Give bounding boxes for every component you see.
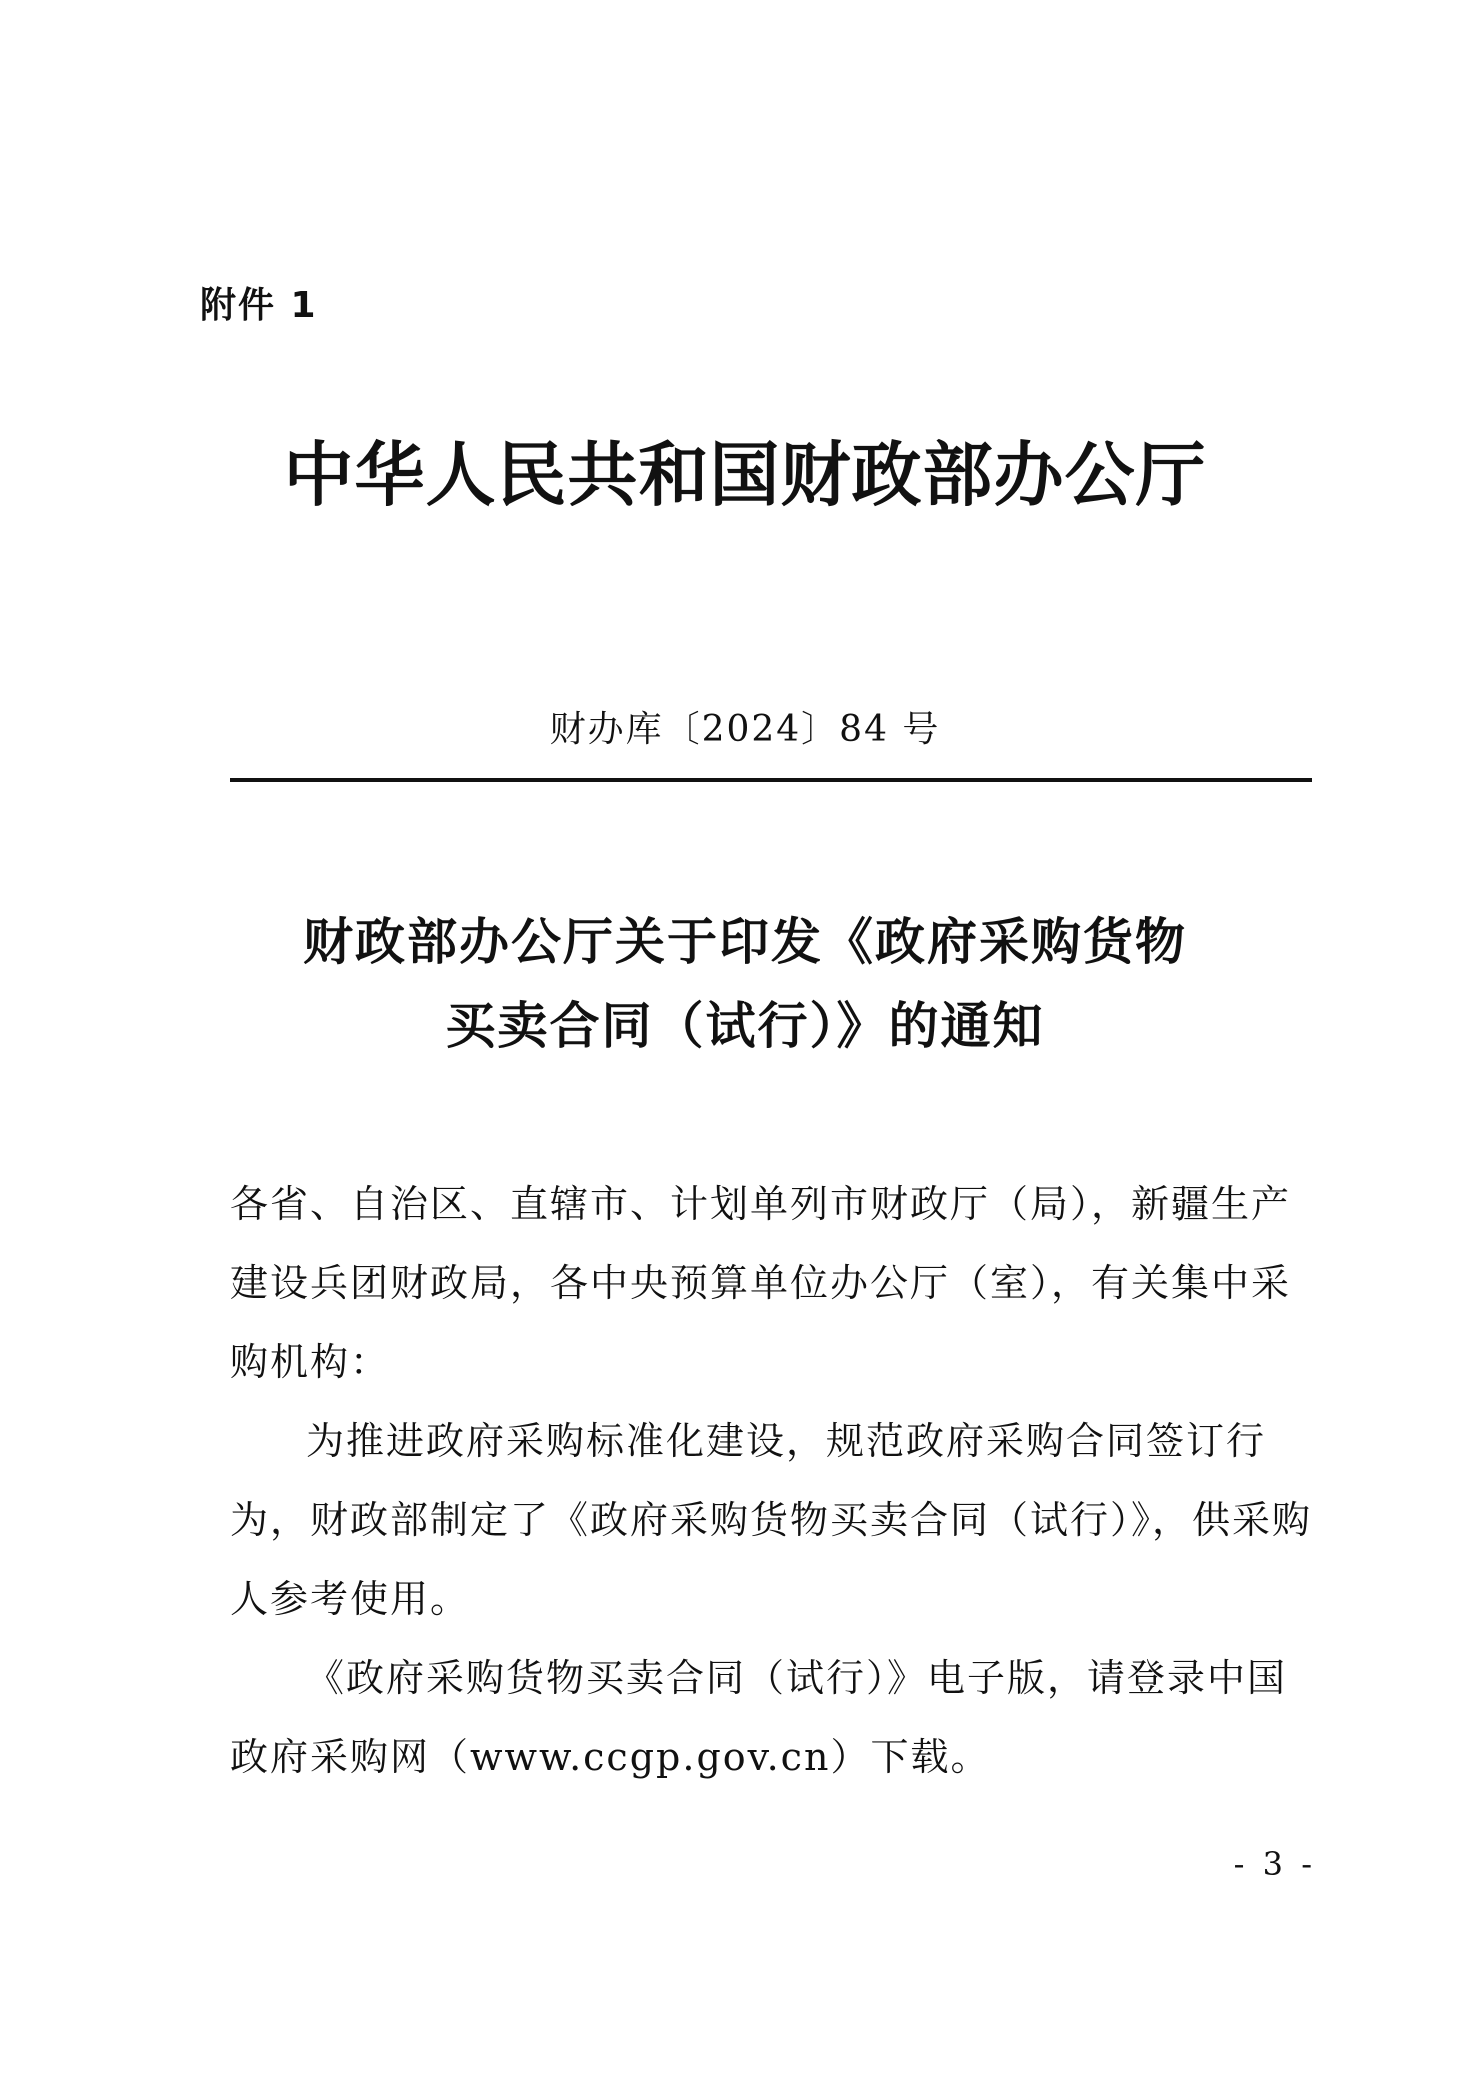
notice-title-line-1: 财政部办公厅关于印发《政府采购货物 [303, 912, 1187, 971]
notice-title [230, 900, 1260, 1068]
page-number: - 3 - [1233, 1845, 1316, 1883]
attachment-label: 附件 1 [200, 285, 318, 326]
body-paragraph-2: 《政府采购货物买卖合同（试行）》电子版，请登录中国政府采购网（www.ccgp.gov.cn）下载。 [230, 1656, 1288, 1779]
issuer-title: 中华人民共和国财政部办公厅 [283, 433, 1207, 516]
body-paragraph-1: 为推进政府采购标准化建设，规范政府采购合同签订行为，财政部制定了《政府采购货物买卖合同（试行）》，供采购人参考使用。 [230, 1419, 1313, 1621]
addressee-paragraph: 各省、自治区、直辖市、计划单列市财政厅（局），新疆生产建设兵团财政局，各中央预算单位办公厅（室），有关集中采购机构： [230, 1182, 1292, 1384]
document-number: 财办库〔2024〕84 号 [549, 709, 941, 750]
header-divider [230, 778, 1312, 782]
notice-title-line-2: 买卖合同（试行）》的通知 [445, 996, 1045, 1055]
notice-body [230, 1165, 1312, 1797]
